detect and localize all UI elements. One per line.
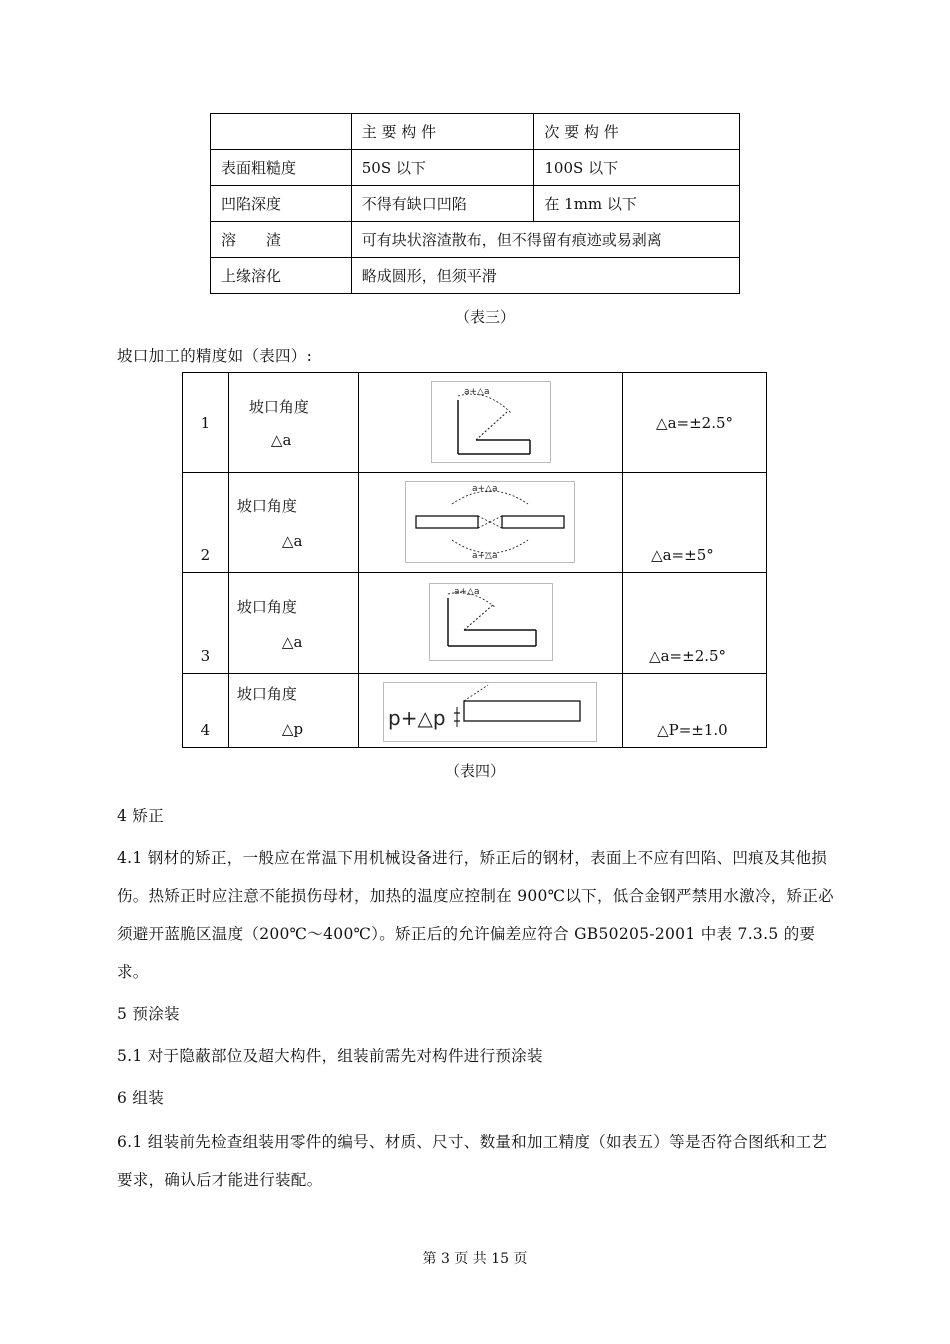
table-header-cell: 主 要 构 件: [351, 114, 534, 150]
tolerance-cell: △a=±5°: [623, 473, 767, 573]
table-cell: 凹陷深度: [211, 186, 352, 222]
table-bevel-accuracy: [182, 372, 767, 748]
table-cell: 50S 以下: [351, 150, 534, 186]
gap-label: p+△p: [387, 706, 446, 730]
table-caption: （表三）: [454, 308, 515, 326]
table-cell: 可有块状溶渣散布，但不得留有痕迹或易剥离: [351, 222, 739, 258]
bevel-figure-4: [383, 682, 597, 742]
table-cell: 不得有缺口凹陷: [351, 186, 534, 222]
paragraph: 4.1 钢材的矫正，一般应在常温下用机械设备进行，矫正后的钢材，表面上不应有凹陷、凹痕及其他损伤。热矫正时应注意不能损伤母材，加热的温度应控制在 900℃以下，低合金钢严禁用水激冷，矫正必须避开蓝脆区温度（200℃～400℃）。矫正后的允许偏差应符合 GB50205-2001 中表 7.3.5 的要求。: [117, 849, 834, 981]
section-heading: 4 矫正: [117, 807, 164, 825]
table-cell: 表面粗糙度: [211, 150, 352, 186]
bevel-figure-2: [405, 481, 575, 563]
angle-label: a+△a: [471, 551, 498, 561]
table-row: [211, 186, 740, 222]
row-number: 3: [183, 573, 229, 674]
table-row: [183, 373, 767, 473]
table-row: [183, 473, 767, 573]
table-row: [183, 674, 767, 748]
section-heading: 6 组装: [117, 1089, 164, 1107]
table-row: [211, 222, 740, 258]
table-cell: 上缘溶化: [211, 258, 352, 294]
figure-cell: [358, 573, 622, 674]
table-cell: 100S 以下: [534, 150, 740, 186]
figure-cell: [358, 674, 622, 748]
row-symbol: △a: [281, 532, 303, 550]
table-cell: [228, 473, 358, 573]
row-symbol: △a: [270, 431, 292, 449]
figure-cell: [358, 373, 622, 473]
table-cell: [228, 373, 358, 473]
paragraph: 坡口加工的精度如（表四）:: [117, 347, 313, 365]
row-symbol: △p: [281, 720, 304, 738]
row-symbol: △a: [281, 632, 303, 651]
bevel-figure-3: [429, 583, 553, 661]
angle-label: a+△a: [471, 484, 498, 494]
tolerance-cell: △P=±1.0: [623, 674, 767, 748]
row-label: 坡口角度: [248, 398, 309, 416]
row-number: 1: [183, 373, 229, 473]
row-label: 坡口角度: [236, 597, 297, 616]
table-header-cell: 次 要 构 件: [534, 114, 740, 150]
angle-label: a+△a: [453, 587, 480, 597]
page-footer: 第 3 页 共 15 页: [422, 1251, 528, 1267]
table-cell: [228, 674, 358, 748]
tolerance-cell: △a=±2.5°: [623, 373, 767, 473]
figure-cell: [358, 473, 622, 573]
table-row: [211, 150, 740, 186]
table-row: [211, 258, 740, 294]
row-number: 2: [183, 473, 229, 573]
paragraph: 6.1 组装前先检查组装用零件的编号、材质、尺寸、数量和加工精度（如表五）等是否符合图纸和工艺要求，确认后才能进行装配。: [117, 1133, 828, 1189]
table-surface-quality: [210, 113, 740, 294]
table-cell: [228, 573, 358, 674]
row-label: 坡口角度: [236, 497, 297, 515]
section-heading: 5 预涂装: [117, 1005, 180, 1023]
angle-label: a+△a: [463, 387, 490, 397]
table-header-row: [211, 114, 740, 150]
table-cell: 溶 渣: [211, 222, 352, 258]
table-row: [183, 573, 767, 674]
table-cell: [211, 114, 352, 150]
row-label: 坡口角度: [236, 685, 297, 703]
tolerance-cell: △a=±2.5°: [623, 573, 767, 674]
table-caption: （表四）: [444, 762, 505, 780]
table-cell: 略成圆形，但须平滑: [351, 258, 739, 294]
row-number: 4: [183, 674, 229, 748]
paragraph: 5.1 对于隐蔽部位及超大构件，组装前需先对构件进行预涂装: [117, 1047, 543, 1065]
table-cell: 在 1mm 以下: [534, 186, 740, 222]
bevel-figure-1: [431, 381, 551, 463]
